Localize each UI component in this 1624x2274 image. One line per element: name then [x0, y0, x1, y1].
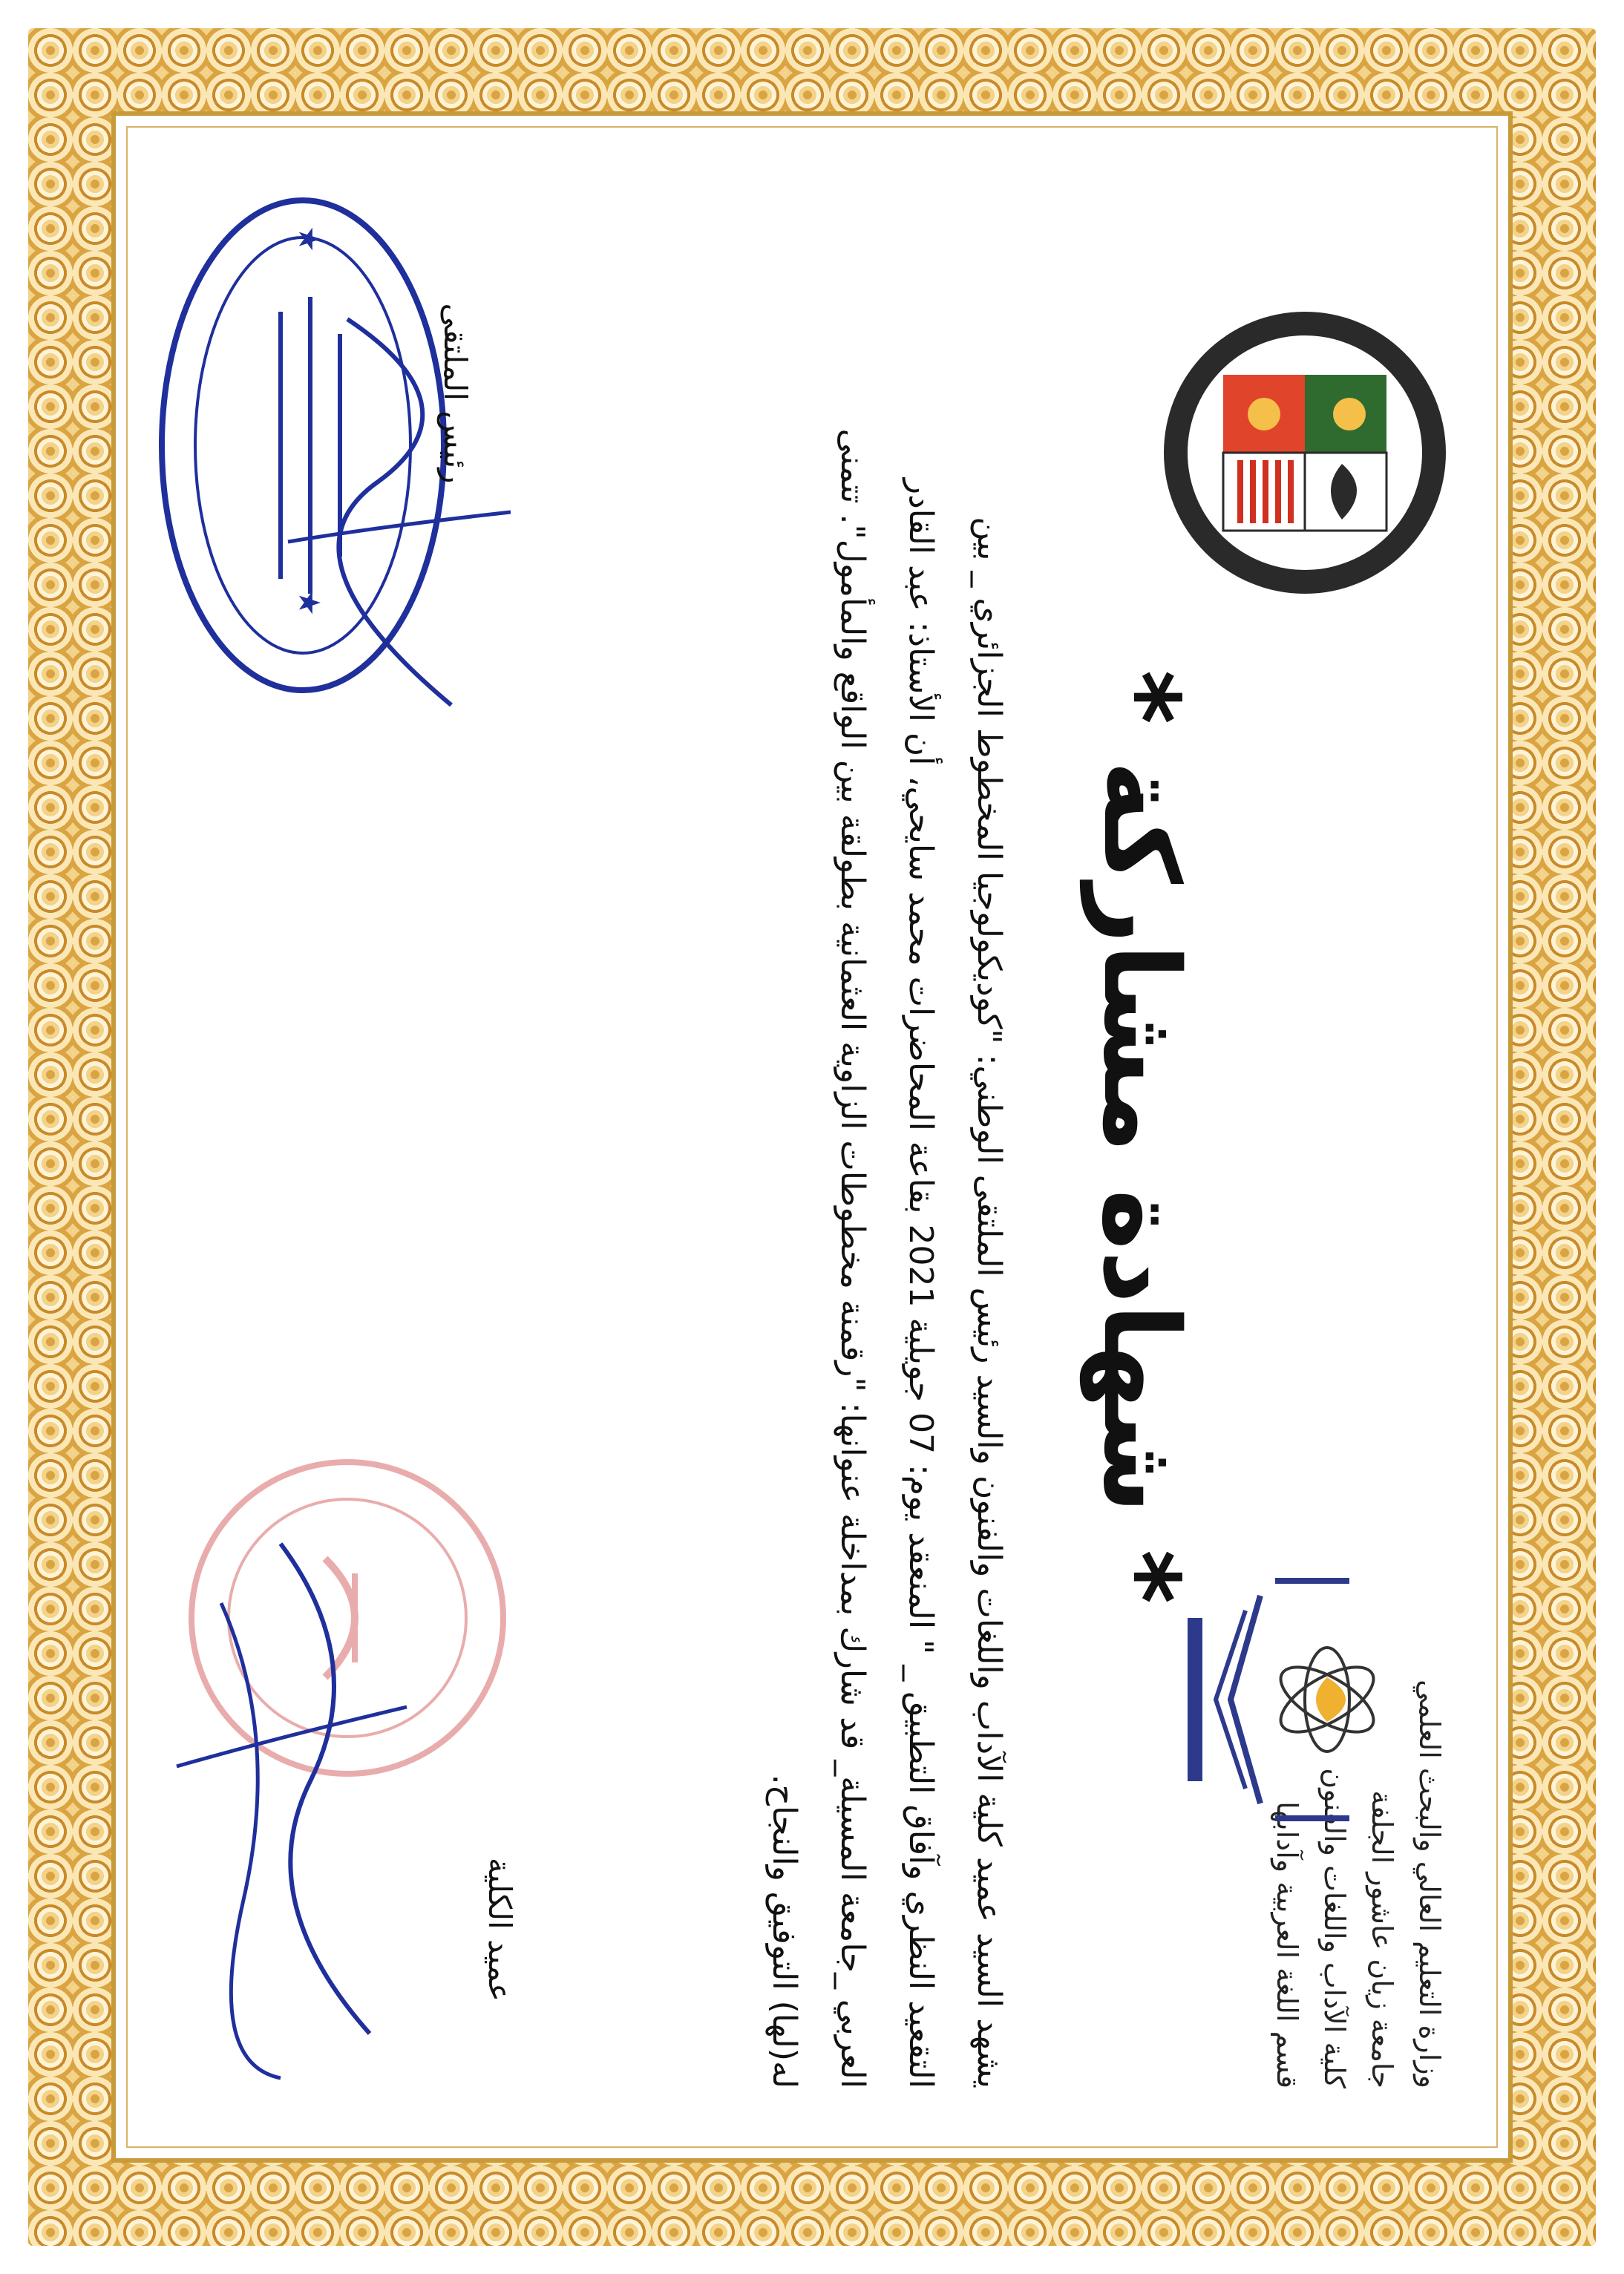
faculty-name: كلية الآداب واللغات والفنون: [1318, 1768, 1351, 2088]
chair-signature: [273, 289, 570, 735]
svg-text:★: ★: [292, 226, 326, 252]
body-line: له(لها) التوفيق والنجاح.: [765, 1774, 803, 2088]
svg-text:★: ★: [292, 589, 326, 616]
university-logo: [1156, 304, 1453, 601]
certificate-content: [141, 141, 1483, 2133]
body-line: التقعيد النظري وآفاق التطبيق _ " المنعقد يوم: 07 جويلية 2021 بقاعة المحاضرات محمد سايحي، أن الأستاذ: عبد القادر: [902, 478, 940, 2088]
body-line: العربي _جامعة المسيلة_ قد شارك بمداخلة عنوانها: "رقمنة مخطوطات الزاوية العثمانية بطولقة بين الواقع والمأمول". تتمنى: [834, 428, 871, 2088]
dean-label: عميد الكلية: [482, 1857, 518, 2002]
body-line: يشهد السيد عميد كلية الآداب واللغات والفنون والسيد رئيس الملتقى الوطني: "كوديكولوجيا المخطوط الجزائري _ بين: [970, 517, 1008, 2088]
certificate-title: * شهادة مشاركة *: [1080, 669, 1201, 1605]
faculty-logo: [1171, 1551, 1438, 1848]
university-name: جامعة زيان عاشور الجلفة: [1366, 1790, 1398, 2088]
ministry-name: وزارة التعليم العالي والبحث العلمي: [1413, 1680, 1446, 2088]
dean-signature: [147, 1514, 592, 2108]
department-name: قسم اللغة العربية وآدابها: [1271, 1801, 1303, 2088]
certificate-body: [750, 186, 1023, 2088]
chair-label: رئيس الملتقى: [437, 303, 474, 484]
